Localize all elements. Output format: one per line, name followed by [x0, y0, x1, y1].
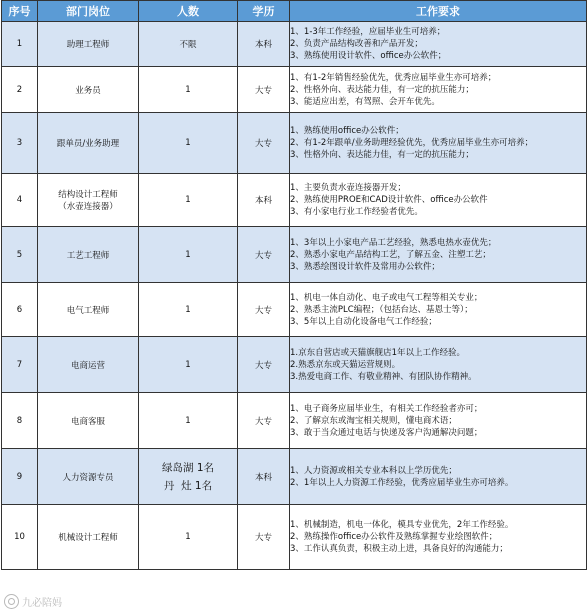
cell-dept [38, 22, 139, 67]
cell-requirements [290, 227, 587, 283]
watermark [4, 594, 62, 609]
count-line: 1 [185, 138, 191, 148]
requirement-line: 3、性格外向、表达能力佳，有一定的抗压能力； [290, 150, 474, 160]
cell-count [139, 337, 238, 393]
cell-requirements [290, 113, 587, 174]
cell-education: 大专 [238, 227, 290, 283]
count-line: 丹 灶 1名 [163, 479, 213, 492]
count-line: 不限 [179, 40, 197, 50]
requirement-line: 3、熟悉绘图设计软件及常用办公软件； [290, 261, 440, 272]
table-row [2, 174, 587, 227]
cell-num: 8 [2, 393, 38, 449]
requirement-line: 1、3年以上小家电产品工艺经验，熟悉电热水壶优先； [290, 237, 497, 248]
dept-line: 工艺工程师 [66, 250, 110, 261]
cell-requirements [290, 283, 587, 337]
count-line: 1 [185, 249, 191, 260]
requirement-line: 1、主要负责水壶连接器开发； [290, 183, 406, 193]
requirement-line: 1.京东自营店或天猫旗舰店1年以上工作经验。 [290, 347, 466, 358]
requirement-line: 3、敢于当众通过电话与快递及客户沟通解决问题； [290, 427, 483, 438]
requirement-line: 1、人力资源或相关专业本科以上学历优先； [290, 465, 457, 476]
cell-num: 3 [2, 113, 38, 174]
dept-line: （水壶连接器） [58, 202, 118, 212]
cell-count [139, 393, 238, 449]
count-line: 1 [185, 304, 191, 315]
table-row [2, 505, 587, 570]
table-row [2, 283, 587, 337]
dept-line: 电气工程师 [66, 305, 110, 316]
cell-count [139, 67, 238, 113]
cell-requirements [290, 505, 587, 570]
cell-num: 4 [2, 174, 38, 227]
requirement-line: 2.熟悉京东或天猫运营规则。 [290, 359, 401, 370]
table-row [2, 337, 587, 393]
cell-num: 5 [2, 227, 38, 283]
cell-requirements [290, 67, 587, 113]
requirement-line: 2、有1-2年跟单/业务助理经验优先，优秀应届毕业生亦可培养； [290, 138, 534, 148]
requirement-line: 3、工作认真负责，积极主动上进，具备良好的沟通能力； [290, 544, 508, 554]
cell-dept [38, 113, 139, 174]
table-body [2, 22, 587, 570]
cell-education: 大专 [238, 113, 290, 174]
cell-requirements [290, 449, 587, 505]
header-dept: 部门岗位 [38, 1, 139, 22]
requirement-line: 1、1-3年工作经验，应届毕业生可培养； [290, 27, 446, 37]
table-row [2, 449, 587, 505]
watermark-logo-icon [4, 594, 19, 609]
requirement-line: 2、性格外向、表达能力佳，有一定的抗压能力； [290, 84, 474, 95]
requirement-line: 1、电子商务应届毕业生，有相关工作经验者亦可； [290, 403, 483, 414]
requirement-line: 2、熟练使用PROE和CAD设计软件、office办公软件 [290, 195, 488, 205]
requirement-line: 3、能适应出差，有驾照、会开车优先。 [290, 96, 440, 107]
cell-education: 大专 [238, 505, 290, 570]
requirement-line: 1、机械制造，机电一体化，模具专业优先，2年工作经验。 [290, 520, 514, 530]
cell-requirements [290, 174, 587, 227]
cell-education: 本科 [238, 449, 290, 505]
cell-count [139, 174, 238, 227]
dept-line: 助理工程师 [66, 40, 110, 50]
cell-dept [38, 174, 139, 227]
requirement-line: 3、熟练使用设计软件、office办公软件； [290, 51, 447, 61]
cell-dept [38, 505, 139, 570]
cell-education: 大专 [238, 337, 290, 393]
cell-num: 6 [2, 283, 38, 337]
requirement-line: 1、熟练使用office办公软件； [290, 126, 404, 136]
cell-count [139, 22, 238, 67]
dept-line: 业务员 [75, 85, 101, 96]
cell-count [139, 227, 238, 283]
dept-line: 跟单员/业务助理 [56, 139, 120, 149]
dept-line: 人力资源专员 [62, 472, 114, 483]
cell-num: 9 [2, 449, 38, 505]
requirement-line: 2、熟悉主流PLC编程；（包括台达、基恩士等）； [290, 304, 473, 315]
table-row [2, 393, 587, 449]
cell-num: 7 [2, 337, 38, 393]
cell-dept [38, 227, 139, 283]
requirement-line: 3.热爱电商工作、有敬业精神、有团队协作精神。 [290, 371, 477, 382]
requirement-line: 3、5年以上自动化设备电气工作经验； [290, 316, 437, 327]
cell-education: 大专 [238, 393, 290, 449]
requirement-line: 2、熟悉小家电产品结构工艺，了解五金、注塑工艺； [290, 249, 491, 260]
requirement-line: 3、有小家电行业工作经验者优先。 [290, 207, 423, 217]
cell-education: 大专 [238, 283, 290, 337]
job-table [1, 0, 587, 570]
dept-line: 结构设计工程师 [58, 190, 118, 200]
requirement-line: 2、1年以上人力资源工作经验，优秀应届毕业生亦可培养。 [290, 477, 514, 488]
cell-dept [38, 67, 139, 113]
cell-dept [38, 449, 139, 505]
cell-count [139, 449, 238, 505]
table-row [2, 22, 587, 67]
requirement-line: 1、机电一体自动化、电子或电气工程等相关专业； [290, 292, 483, 303]
cell-num: 1 [2, 22, 38, 67]
requirement-line: 2、了解京东或淘宝相关规则，懂电商术语； [290, 415, 457, 426]
requirement-line: 2、负责产品结构改善和产品开发； [290, 39, 423, 49]
cell-dept [38, 283, 139, 337]
count-line: 绿岛湖 1名 [161, 461, 215, 474]
cell-count [139, 505, 238, 570]
dept-line: 机械设计工程师 [58, 533, 118, 543]
cell-education: 本科 [238, 174, 290, 227]
cell-count [139, 283, 238, 337]
count-line: 1 [185, 415, 191, 426]
count-line: 1 [185, 532, 191, 542]
requirement-line: 1、有1-2年销售经验优先，优秀应届毕业生亦可培养； [290, 72, 497, 83]
cell-count [139, 113, 238, 174]
dept-line: 电商客服 [70, 416, 105, 427]
dept-line: 电商运营 [70, 360, 105, 371]
cell-requirements [290, 22, 587, 67]
header-edu: 学历 [238, 1, 290, 22]
table-row [2, 113, 587, 174]
header-num: 序号 [2, 1, 38, 22]
header-requirements: 工作要求 [290, 1, 587, 22]
table-row [2, 67, 587, 113]
requirement-line: 2、熟练操作office办公软件及熟练掌握专业绘图软件； [290, 532, 498, 542]
count-line: 1 [185, 195, 191, 205]
table-row [2, 227, 587, 283]
cell-requirements [290, 337, 587, 393]
cell-requirements [290, 393, 587, 449]
cell-dept [38, 393, 139, 449]
cell-education: 大专 [238, 67, 290, 113]
cell-num: 10 [2, 505, 38, 570]
watermark-text: 九必陪妈 [22, 598, 62, 609]
cell-education: 本科 [238, 22, 290, 67]
header-row [2, 1, 587, 22]
count-line: 1 [185, 359, 191, 370]
header-count: 人数 [139, 1, 238, 22]
count-line: 1 [185, 84, 191, 95]
cell-num: 2 [2, 67, 38, 113]
cell-dept [38, 337, 139, 393]
